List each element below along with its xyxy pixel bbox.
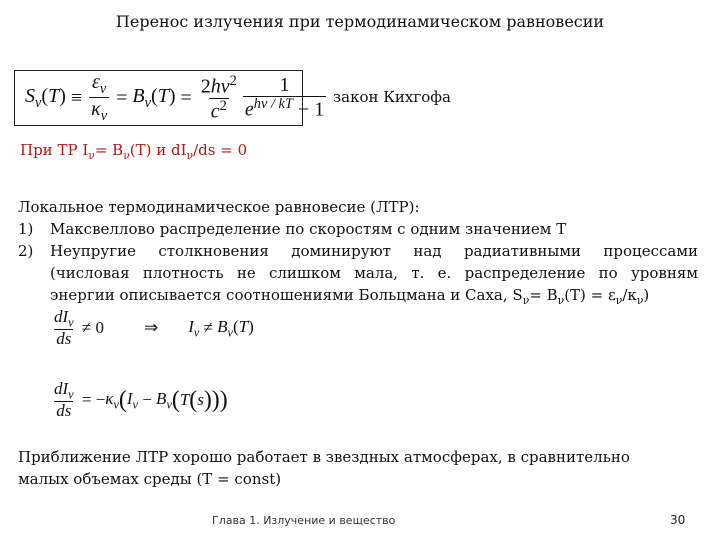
ltr-item-2-line-2: (числовая плотность не слишком мала, т. е. распределение по уровням xyxy=(50,264,698,282)
planck-exponential-factor: $\frac{1}{e^{h\nu / kT} - 1}$ xyxy=(244,74,325,121)
page-title: Перенос излучения при термодинамическом равновесии xyxy=(115,12,605,31)
ltr-section xyxy=(18,196,698,312)
transfer-equation: $\frac{dI_\nu}{ds}$ = − $\kappa_\nu$ ( $I_\nu$ − $B_\nu$ ( T ( s ))) xyxy=(54,379,228,421)
planck-prefactor: $\frac{2h\nu^2}{c^2}$ xyxy=(200,72,237,123)
source-function-symbol: $S_\nu(T)$ xyxy=(25,84,66,111)
kirchhoff-law-label: закон Кихгофа xyxy=(333,88,451,106)
lte-condition: При ТР $I_\nu= B_\nu(T)$ и $dI_\nu/ds = 0$ xyxy=(20,141,248,162)
page-number: 30 xyxy=(670,513,686,527)
ltr-item-2-line-1: Неупругие столкновения доминируют над радиативными процессами xyxy=(50,242,698,260)
ltr-item-2-line-3: энергии описывается соотношениями Больцмана и Саха, $S_\nu= B_\nu(T) = \varepsilon_\nu/\kappa_\nu$) xyxy=(50,286,650,307)
footer-chapter: Глава 1. Излучение и вещество xyxy=(212,514,396,527)
kirchhoff-formula-box: $S_\nu(T)$ ≡ $\frac{\varepsilon_\nu}{\kappa_\nu}$ = $B_\nu(T)$ = $\frac{2h\nu^2}{c^2}$ $\frac{1}{e^{h\nu / kT} - 1}$ xyxy=(14,70,303,126)
emission-absorption-ratio: $\frac{\varepsilon_\nu}{\kappa_\nu}$ xyxy=(91,70,108,124)
ltr-heading: Локальное термодинамическое равновесие (ЛТР): xyxy=(18,198,420,216)
non-equilibrium-equation: $\frac{dI_\nu}{ds}$ ≠ 0 ⇒ $I_\nu$ ≠ $B_\nu(T)$ xyxy=(54,307,254,349)
ltr-item-2: 2) Неупругие столкновения доминируют над радиативными процессами (числовая плотность не слишком мала, т. е. распределение по уровням энергии описывается соотношениями Больцмана и Саха, $S_\nu= B_\nu(T) = \varepsilon_\nu/\kappa_\nu$) xyxy=(18,240,698,312)
implies-arrow: ⇒ xyxy=(143,318,159,338)
lte-approximation-paragraph: Приближение ЛТР хорошо работает в звездных атмосферах, в сравнительно малых объемах среды (T = const) xyxy=(18,448,630,488)
ltr-item-1: 1) Максвеллово распределение по скоростям с одним значением T xyxy=(18,220,567,238)
